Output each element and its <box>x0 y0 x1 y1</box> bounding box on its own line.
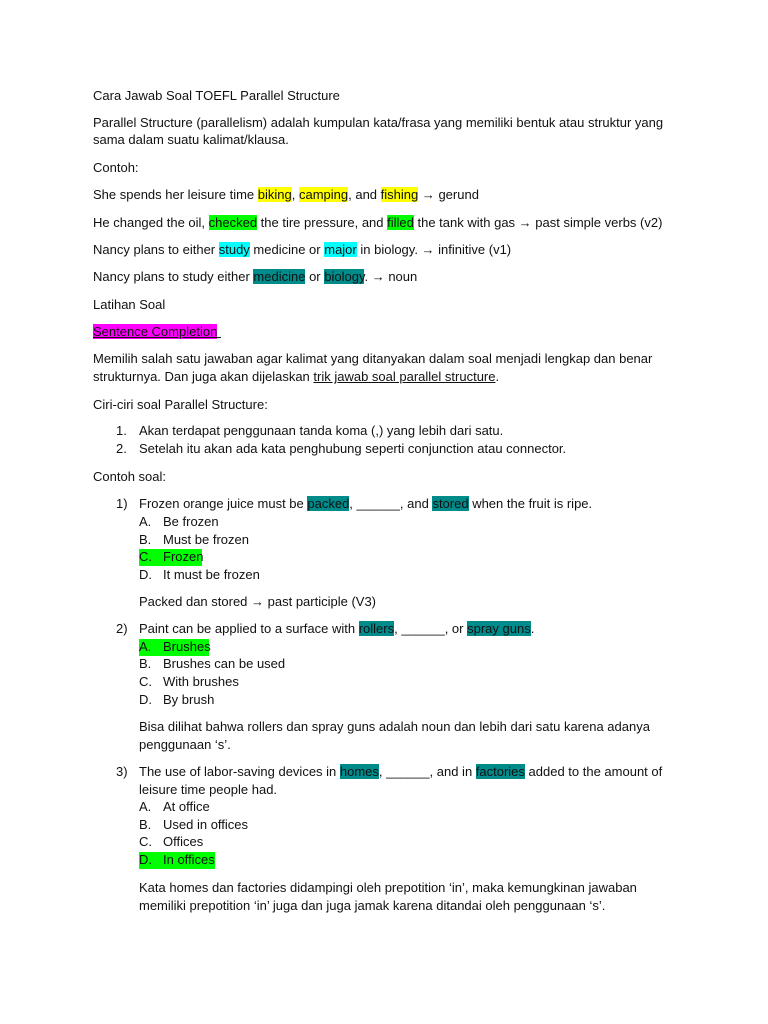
ciri-num: 2. <box>116 441 127 456</box>
option-text-correct: In offices <box>163 852 215 867</box>
desc-text: . <box>495 369 500 384</box>
question-2-stem <box>139 620 534 638</box>
option-letter: A. <box>139 514 152 529</box>
example-text: , <box>291 187 299 202</box>
question-3-stem-line-2: leisure time people had. <box>139 782 278 797</box>
question-text: Paint can be applied to a surface with <box>139 621 359 636</box>
option-letter: D. <box>139 567 152 582</box>
section-heading-text: Sentence Completion <box>93 324 218 339</box>
option-text: At office <box>163 799 210 814</box>
question-3-explanation-2: memiliki prepotition ‘in’ juga dan juga jamak karena ditandai oleh penggunaan ‘s’. <box>139 898 606 913</box>
option-text: By brush <box>163 692 215 707</box>
section-heading <box>93 323 221 341</box>
example-text: the tire pressure, and <box>257 215 388 230</box>
option-text-correct: Brushes <box>163 639 211 654</box>
desc-line-2 <box>93 368 499 386</box>
option-text: Must be frozen <box>163 532 249 547</box>
option-letter: B. <box>139 532 152 547</box>
highlight-yellow: biking <box>257 187 292 202</box>
question-text: Frozen orange juice must be <box>139 496 308 511</box>
trik-link[interactable]: trik jawab soal parallel structure <box>313 369 496 384</box>
contoh-label: Contoh: <box>93 160 139 175</box>
ciri-item: Akan terdapat penggunaan tanda koma (,) yang lebih dari satu. <box>139 423 504 438</box>
option-letter: A. <box>139 799 152 814</box>
highlight-yellow: camping <box>298 187 349 202</box>
example-noun <box>93 268 417 286</box>
question-text: when the fruit is ripe. <box>468 496 593 511</box>
highlight-green: checked <box>208 215 258 230</box>
option-text: With brushes <box>163 674 239 689</box>
option-letter: B. <box>139 656 152 671</box>
question-text: added to the amount of <box>524 764 663 779</box>
highlight-yellow: fishing <box>380 187 419 202</box>
intro-line-2: sama dalam suatu kalimat/klausa. <box>93 132 289 147</box>
highlight-green: filled <box>387 215 414 230</box>
example-text: He changed the oil, <box>93 215 209 230</box>
highlight-teal: biology <box>324 269 365 284</box>
contoh-soal-label: Contoh soal: <box>93 469 166 484</box>
ciri-num: 1. <box>116 423 127 438</box>
option-letter: D. <box>139 692 152 707</box>
highlight-teal: medicine <box>253 269 306 284</box>
question-3-stem <box>139 763 662 781</box>
question-text: , ______, and in <box>378 764 476 779</box>
desc-text: strukturnya. Dan juga akan dijelaskan <box>93 369 314 384</box>
example-text: Nancy plans to study either <box>93 269 254 284</box>
highlight-teal: factories <box>475 764 525 779</box>
question-number: 2) <box>116 621 128 636</box>
question-3-explanation-1: Kata homes dan factories didampingi oleh prepotition ‘in’, maka kemungkinan jawaban <box>139 880 637 895</box>
question-text: , ______, or <box>394 621 468 636</box>
example-past-simple <box>93 214 662 232</box>
option-text: It must be frozen <box>163 567 260 582</box>
option-text: Offices <box>163 834 204 849</box>
example-text: in biology. → infinitive (v1) <box>356 242 512 257</box>
question-text: , ______, and <box>349 496 433 511</box>
highlight-cyan: major <box>324 242 357 257</box>
example-gerund <box>93 186 479 204</box>
option-text: Brushes can be used <box>163 656 286 671</box>
example-infinitive <box>93 241 511 259</box>
ciri-item: Setelah itu akan ada kata penghubung seperti conjunction atau connector. <box>139 441 567 456</box>
example-text: She spends her leisure time <box>93 187 258 202</box>
question-2-explanation-2: penggunaan ‘s’. <box>139 737 231 752</box>
question-2-explanation-1: Bisa dilihat bahwa rollers dan spray guns adalah noun dan lebih dari satu karena adanya <box>139 719 650 734</box>
question-number: 3) <box>116 764 128 779</box>
example-text: . → noun <box>364 269 418 284</box>
ciri-label: Ciri-ciri soal Parallel Structure: <box>93 397 268 412</box>
highlight-cyan: study <box>218 242 250 257</box>
desc-line-1: Memilih salah satu jawaban agar kalimat yang ditanyakan dalam soal menjadi lengkap dan benar <box>93 351 653 366</box>
option-letter-correct: A. <box>139 639 152 654</box>
example-text: → gerund <box>418 187 479 202</box>
highlight-teal: packed <box>307 496 350 511</box>
document-title: Cara Jawab Soal TOEFL Parallel Structure <box>93 88 340 103</box>
highlight-teal: stored <box>432 496 469 511</box>
latihan-label: Latihan Soal <box>93 297 166 312</box>
option-letter: B. <box>139 817 152 832</box>
example-text: medicine or <box>249 242 325 257</box>
intro-line-1: Parallel Structure (parallelism) adalah kumpulan kata/frasa yang memiliki bentuk atau struktur yang <box>93 115 664 130</box>
option-text: Be frozen <box>163 514 219 529</box>
highlight-teal: spray guns <box>467 621 531 636</box>
example-text: or <box>305 269 325 284</box>
example-text: the tank with gas → past simple verbs (v2) <box>413 215 663 230</box>
question-1-explanation: Packed dan stored → past participle (V3) <box>139 594 377 609</box>
option-text: Used in offices <box>163 817 249 832</box>
option-letter-correct: C. <box>139 549 152 564</box>
option-letter: C. <box>139 674 152 689</box>
highlight-teal: homes <box>339 764 379 779</box>
question-text: . <box>530 621 535 636</box>
option-letter: C. <box>139 834 152 849</box>
highlight-teal: rollers <box>358 621 395 636</box>
option-letter-correct: D. <box>139 852 152 867</box>
question-1-stem <box>139 495 592 513</box>
question-number: 1) <box>116 496 128 511</box>
example-text: , and <box>348 187 381 202</box>
example-text: Nancy plans to either <box>93 242 219 257</box>
question-text: The use of labor-saving devices in <box>139 764 340 779</box>
option-text-correct: Frozen <box>163 549 204 564</box>
